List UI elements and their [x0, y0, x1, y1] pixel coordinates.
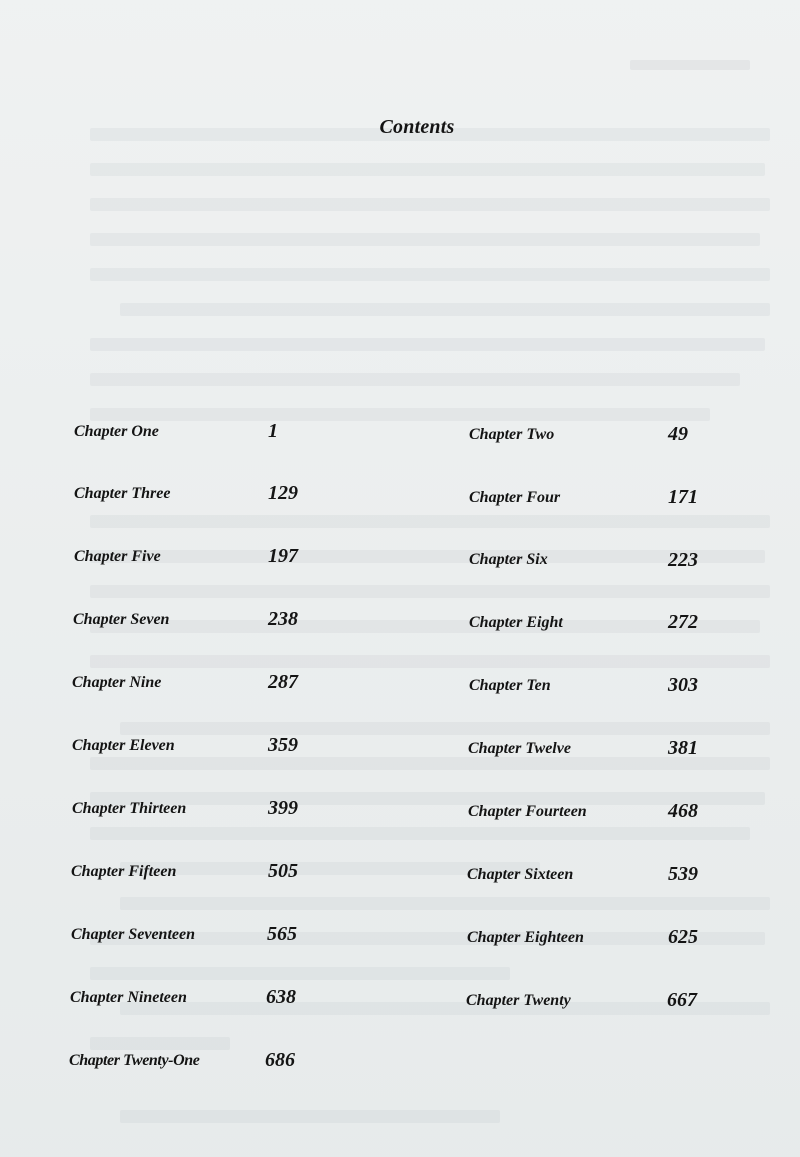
- toc-entry-label[interactable]: Chapter Seven: [73, 611, 170, 628]
- toc-entry-label[interactable]: Chapter Three: [74, 485, 171, 502]
- toc-entry-label[interactable]: Chapter Nine: [72, 674, 162, 691]
- toc-entry-page[interactable]: 625: [668, 926, 698, 948]
- toc-entry-page[interactable]: 238: [268, 608, 298, 630]
- toc-entry-label[interactable]: Chapter Sixteen: [467, 866, 574, 883]
- toc-entry-label[interactable]: Chapter One: [74, 423, 159, 440]
- toc-entry-label[interactable]: Chapter Fifteen: [71, 863, 177, 880]
- toc-entry-page[interactable]: 399: [268, 797, 298, 819]
- toc-entry-page[interactable]: 303: [668, 674, 698, 696]
- toc-entry-page[interactable]: 197: [268, 545, 298, 567]
- toc-entry-label[interactable]: Chapter Six: [469, 551, 548, 568]
- toc-entry-label[interactable]: Chapter Eleven: [72, 737, 175, 754]
- toc-entry-page[interactable]: 272: [668, 611, 698, 633]
- toc-entry-page[interactable]: 1: [268, 420, 278, 442]
- toc-entry-label[interactable]: Chapter Twenty-One: [69, 1052, 200, 1069]
- toc-entry-label[interactable]: Chapter Five: [74, 548, 161, 565]
- contents-heading: Contents: [379, 116, 455, 138]
- toc-entry-label[interactable]: Chapter Eight: [469, 614, 563, 631]
- toc-entry-page[interactable]: 667: [667, 989, 697, 1011]
- toc-entry-page[interactable]: 49: [668, 423, 688, 445]
- toc-entry-page[interactable]: 686: [265, 1049, 295, 1071]
- toc-entry-page[interactable]: 539: [668, 863, 698, 885]
- toc-entry-page[interactable]: 468: [668, 800, 698, 822]
- toc-entry-label[interactable]: Chapter Twelve: [468, 740, 571, 757]
- toc-entry-label[interactable]: Chapter Seventeen: [71, 926, 195, 943]
- toc-entry-label[interactable]: Chapter Two: [469, 426, 555, 443]
- toc-entry-page[interactable]: 287: [268, 671, 298, 693]
- toc-entry-label[interactable]: Chapter Eighteen: [467, 929, 584, 946]
- toc-entry-page[interactable]: 381: [668, 737, 698, 759]
- toc-entry-label[interactable]: Chapter Thirteen: [72, 800, 187, 817]
- toc-entry-label[interactable]: Chapter Four: [469, 489, 561, 506]
- toc-entry-page[interactable]: 129: [268, 482, 298, 504]
- toc-entry-label[interactable]: Chapter Nineteen: [70, 989, 187, 1006]
- toc-entry-page[interactable]: 223: [668, 549, 698, 571]
- toc-entry-label[interactable]: Chapter Twenty: [466, 992, 571, 1009]
- toc-entry-page[interactable]: 638: [266, 986, 296, 1008]
- toc-entry-page[interactable]: 505: [268, 860, 298, 882]
- toc-entry-page[interactable]: 359: [268, 734, 298, 756]
- toc-entry-page[interactable]: 565: [267, 923, 297, 945]
- toc-entry-label[interactable]: Chapter Ten: [469, 677, 551, 694]
- toc-entry-label[interactable]: Chapter Fourteen: [468, 803, 587, 820]
- toc-entry-page[interactable]: 171: [668, 486, 698, 508]
